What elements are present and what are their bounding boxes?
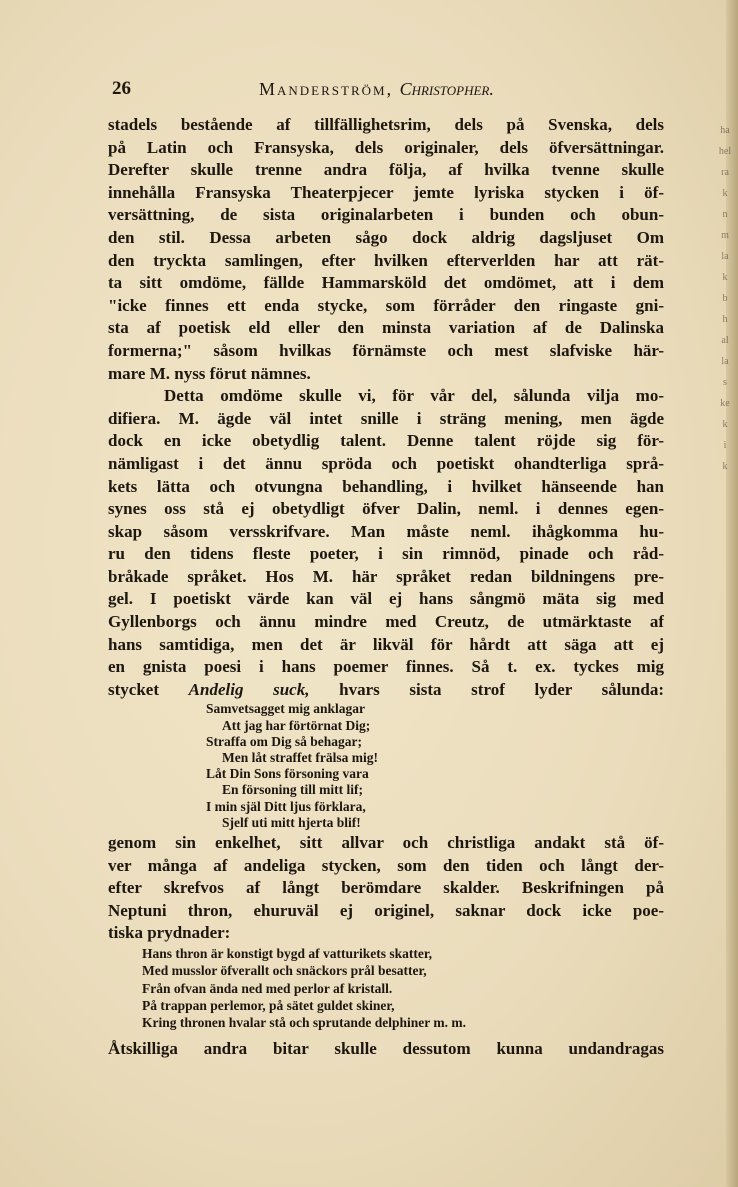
- body-text: [108, 114, 664, 1060]
- text-line: Detta omdöme skulle vi, för vår del, sålunda vilja mo-: [164, 386, 664, 406]
- paragraph-1: [108, 114, 664, 385]
- text-line: Derefter skulle trenne andra följa, af hvilka tvenne skulle: [108, 160, 664, 180]
- running-head: [259, 79, 494, 100]
- running-head-name: Manderström,: [259, 79, 394, 99]
- page-number: 26: [112, 78, 131, 99]
- text-line: hans samtidiga, men det är likväl för hårdt att säga att ej: [108, 634, 664, 654]
- poem-title: Andelig suck,: [188, 679, 310, 699]
- paragraph-2: [108, 385, 664, 701]
- verse-line: Men låt straffet frälsa mig!: [222, 750, 378, 765]
- text-line: innehålla Fransyska Theaterpjecer jemte lyriska stycken i öf-: [108, 182, 664, 202]
- text-line: formerna;" såsom hvilkas förnämste och mest slafviske här-: [108, 340, 664, 360]
- text-fragment: stycket: [108, 679, 189, 699]
- verse-line: I min själ Ditt ljus förklara,: [206, 798, 366, 814]
- text-line: ru den tidens fleste poeter, i sin rimnöd, pinade och råd-: [108, 544, 664, 564]
- facing-page-bleed: ha hel ra k n m la k b h al la s ke k i k: [718, 125, 732, 472]
- text-line: mare M. nyss förut nämnes.: [108, 363, 311, 383]
- text-line: stadels bestående af tillfällighetsrim, dels på Svenska, dels: [108, 115, 664, 134]
- verse-line: Med musslor öfverallt och snäckors prål besatter,: [142, 963, 427, 979]
- verse-line: Hans thron är konstigt bygd af vatturikets skatter,: [142, 945, 433, 961]
- text-line: difiera. M. ägde väl intet snille i sträng mening, men ägde: [108, 408, 664, 428]
- text-line: den tryckta samlingen, efter hvilken efterverlden har att rät-: [108, 250, 664, 270]
- text-line: kets lätta och otvungna behandling, i hvilket hänseende han: [108, 476, 664, 496]
- verse-line: En försoning till mitt lif;: [222, 782, 363, 798]
- verse-line: Straffa om Dig så behagar;: [206, 733, 362, 749]
- text-line: sta af poetisk eld eller den minsta variation af de Dalinska: [108, 318, 664, 338]
- text-line: en gnista poesi i hans poemer finnes. Så t. ex. tyckes mig: [108, 657, 664, 677]
- page-header: [112, 78, 652, 102]
- verse-quote-2: [108, 945, 664, 1032]
- text-line: [108, 679, 664, 702]
- text-line: på Latin och Fransyska, dels originaler, dels öfversättningar.: [108, 137, 664, 157]
- text-line: tiska prydnader:: [108, 923, 231, 943]
- verse-quote-1: [108, 701, 664, 831]
- text-line: versättning, de sista originalarbeten i bunden och obun-: [108, 205, 664, 225]
- text-fragment: hvars sista strof lyder sålunda:: [309, 679, 664, 699]
- verse-line: Låt Din Sons försoning vara: [206, 766, 369, 782]
- text-line: dock en icke obetydlig talent. Denne talent röjde sig för-: [108, 431, 664, 451]
- verse-line: Kring thronen hvalar stå och sprutande delphiner m. m.: [142, 1015, 467, 1031]
- text-line: Åtskilliga andra bitar skulle dessutom kunna undandragas: [108, 1038, 664, 1058]
- text-line: bråkade språket. Hos M. här språket redan bildningens pre-: [108, 566, 664, 586]
- running-head-given: Christopher.: [399, 79, 494, 99]
- text-line: Gyllenborgs och ännu mindre med Creutz, de utmärktaste af: [108, 612, 664, 632]
- text-line: efter skrefvos af långt berömdare skalder. Beskrifningen på: [108, 878, 664, 898]
- paragraph-3: [108, 832, 664, 945]
- text-line: skap såsom versskrifvare. Man måste neml. ihågkomma hu-: [108, 521, 664, 541]
- text-line: ta sitt omdöme, fällde Hammarsköld det omdömet, att i dem: [108, 273, 664, 293]
- paragraph-4: [108, 1038, 664, 1061]
- text-line: den stil. Dessa arbeten sågo dock aldrig dagsljuset Om: [108, 227, 664, 247]
- verse-line: Samvetsagget mig anklagar: [206, 701, 365, 717]
- text-line: gel. I poetiskt värde kan väl ej hans sångmö mäta sig med: [108, 589, 664, 609]
- verse-line: Från ofvan ända ned med perlor af kristall.: [142, 980, 393, 996]
- text-line: synes oss stå ej obetydligt öfver Dalin, neml. i dennes egen-: [108, 499, 664, 519]
- text-line: ver många af andeliga stycken, som den tiden och långt der-: [108, 855, 664, 875]
- verse-line: Att jag har förtörnat Dig;: [222, 717, 371, 733]
- verse-line: Sjelf uti mitt hjerta blif!: [222, 814, 361, 830]
- text-line: nämligast i det ännu spröda och poetiskt ohandterliga språ-: [108, 453, 664, 473]
- text-line: Neptuni thron, ehuruväl ej originel, saknar dock icke poe-: [108, 900, 664, 920]
- verse-line: På trappan perlemor, på sätet guldet skiner,: [142, 998, 395, 1014]
- text-line: genom sin enkelhet, sitt allvar och christliga andakt stå öf-: [108, 832, 664, 852]
- text-line: "icke finnes ett enda stycke, som förråder den ringaste gni-: [108, 295, 664, 315]
